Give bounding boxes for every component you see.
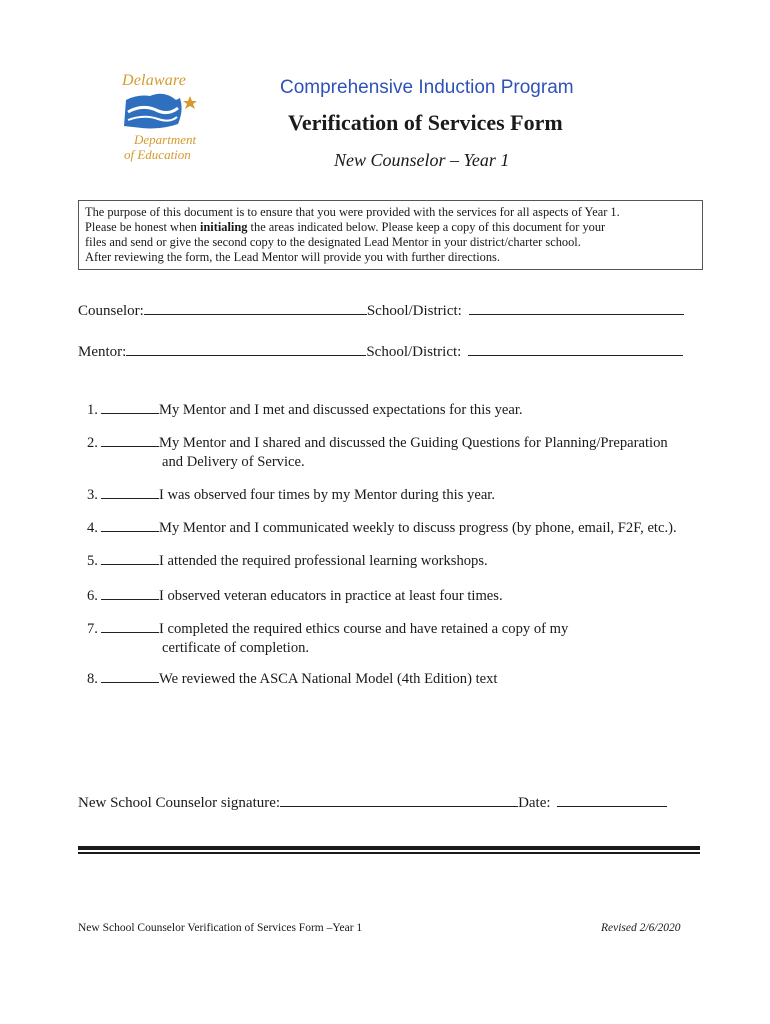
item-text: I attended the required professional learning workshops. (159, 553, 488, 569)
signature-field[interactable] (280, 794, 518, 807)
date-field[interactable] (557, 794, 667, 807)
checklist-item: 8. We reviewed the ASCA National Model (4th Edition) text (87, 671, 498, 687)
instructions-line-2: Please be honest when initialing the areas indicated below. Please keep a copy of this document for your (85, 220, 606, 234)
school-label: School/District: (366, 303, 466, 319)
item-text: We reviewed the ASCA National Model (4th Edition) text (159, 671, 498, 687)
instructions-line-3: files and send or give the second copy to the designated Lead Mentor in your district/charter school. (85, 235, 581, 249)
instructions-box (78, 200, 703, 270)
form-title: Verification of Services Form (288, 110, 563, 135)
delaware-doe-logo (118, 72, 202, 164)
logo-text-department: Department (134, 132, 197, 147)
initial-blank[interactable] (101, 670, 159, 683)
signature-label: New School Counselor signature: (78, 795, 281, 811)
mentor-school-field[interactable] (468, 343, 683, 356)
initial-blank[interactable] (101, 401, 159, 414)
divider-thin (78, 852, 700, 854)
item-text: My Mentor and I met and discussed expectations for this year. (159, 402, 523, 418)
checklist-item: 5. I attended the required professional learning workshops. (87, 553, 488, 569)
date-label: Date: (518, 795, 555, 811)
checklist-item: 6. I observed veteran educators in practice at least four times. (87, 588, 503, 604)
logo-text-delaware: Delaware (122, 72, 187, 89)
initial-blank[interactable] (101, 620, 159, 633)
initial-blank[interactable] (101, 519, 159, 532)
initial-blank[interactable] (101, 587, 159, 600)
instructions-line-1: The purpose of this document is to ensure that you were provided with the services for all aspects of Year 1. (85, 205, 620, 219)
delaware-map-icon (120, 86, 200, 132)
form-subtitle: New Counselor – Year 1 (334, 150, 510, 170)
program-title: Comprehensive Induction Program (280, 77, 574, 98)
mentor-field[interactable] (126, 343, 366, 356)
mentor-row (78, 343, 683, 361)
initialing-emphasis: initialing (199, 220, 248, 234)
checklist-item: 2. My Mentor and I shared and discussed the Guiding Questions for Planning/Preparation and Delivery of Service. (87, 435, 668, 470)
item-text: I completed the required ethics course and have retained a copy of my (159, 621, 569, 637)
divider-thick (78, 846, 700, 850)
counselor-school-field[interactable] (469, 302, 684, 315)
logo-text-education: of Education (124, 147, 191, 162)
initial-blank[interactable] (101, 434, 159, 447)
counselor-row (78, 302, 684, 320)
checklist-item: 3. I was observed four times by my Mentor during this year. (87, 487, 495, 503)
item-text: I observed veteran educators in practice at least four times. (159, 588, 503, 604)
mentor-label: Mentor: (78, 344, 127, 360)
item-text: I was observed four times by my Mentor during this year. (159, 487, 495, 503)
checklist-item: 1. My Mentor and I met and discussed expectations for this year. (87, 402, 523, 418)
initial-blank[interactable] (101, 552, 159, 565)
initial-blank[interactable] (101, 486, 159, 499)
item-text-continued: and Delivery of Service. (162, 454, 305, 470)
item-text: My Mentor and I shared and discussed the Guiding Questions for Planning/Preparation (159, 435, 668, 451)
item-text: My Mentor and I communicated weekly to discuss progress (by phone, email, F2F, etc.). (159, 520, 677, 536)
checklist-item: 7. I completed the required ethics course and have retained a copy of my certificate of completion. (87, 621, 569, 656)
school-label: School/District: (366, 344, 466, 360)
instructions-line-4: After reviewing the form, the Lead Mentor will provide you with further directions. (85, 250, 500, 264)
signature-row (78, 794, 667, 812)
counselor-field[interactable] (144, 302, 367, 315)
checklist-item: 4. My Mentor and I communicated weekly to discuss progress (by phone, email, F2F, etc.). (87, 520, 677, 536)
footer-revision-date: Revised 2/6/2020 (601, 922, 681, 934)
counselor-label: Counselor: (78, 303, 144, 319)
item-text-continued: certificate of completion. (162, 640, 310, 656)
footer-form-name: New School Counselor Verification of Services Form –Year 1 (78, 922, 363, 934)
